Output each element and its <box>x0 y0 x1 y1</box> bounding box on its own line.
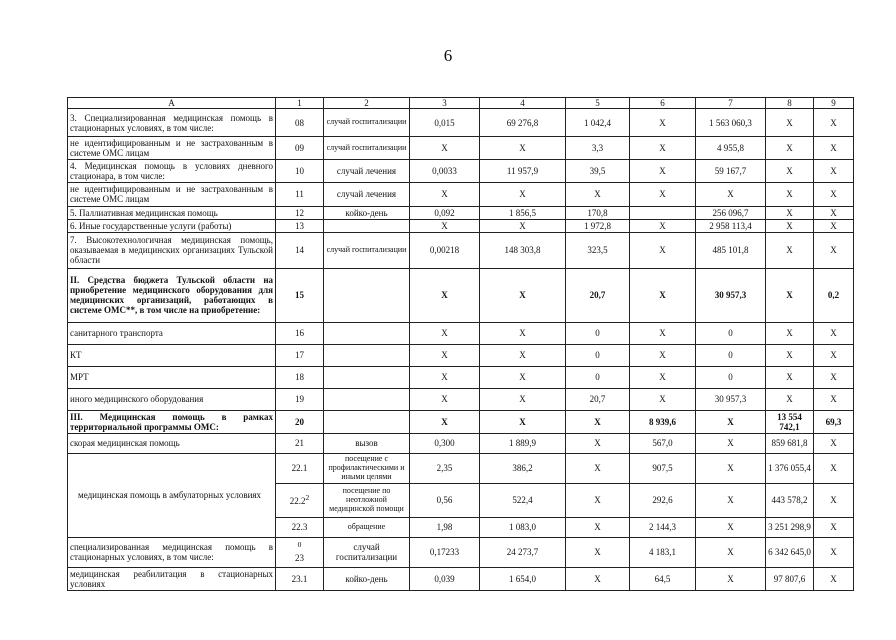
cell-c6: X <box>630 232 696 268</box>
cell-c9: X <box>814 160 854 183</box>
cell-c4: X <box>480 388 566 410</box>
cell-c9: X <box>814 433 854 453</box>
row-code-value: 22.2 <box>289 496 306 507</box>
cell-c7: X <box>696 410 766 433</box>
row-name: медицинская помощь в амбулаторных условиях <box>68 453 276 537</box>
cell-c5: 39,5 <box>566 160 630 183</box>
cell-c7: X <box>696 433 766 453</box>
table-row <box>68 160 854 183</box>
cell-c3: X <box>410 268 480 322</box>
row-unit: обращение <box>324 517 410 537</box>
cell-c5: X <box>566 567 630 590</box>
row-unit <box>324 219 410 232</box>
cell-c6: 907,5 <box>630 453 696 483</box>
cell-c8: 443 578,2 <box>766 483 814 517</box>
cell-c3: 0,300 <box>410 433 480 453</box>
row-unit: посещение с профилактическими и иными целями <box>324 453 410 483</box>
cell-c6 <box>630 206 696 219</box>
cell-c7: 59 167,7 <box>696 160 766 183</box>
cell-c6: 4 183,1 <box>630 537 696 567</box>
cell-c7: 4 955,8 <box>696 137 766 160</box>
cell-c4: 1 654,0 <box>480 567 566 590</box>
cell-c3: 0,0033 <box>410 160 480 183</box>
table-row <box>68 344 854 366</box>
cell-c4: 69 276,8 <box>480 109 566 137</box>
row-code <box>276 483 324 517</box>
row-code: 08 <box>276 109 324 137</box>
cell-c6: X <box>630 219 696 232</box>
cell-c6: X <box>630 344 696 366</box>
cell-c7: X <box>696 183 766 206</box>
row-code: 17 <box>276 344 324 366</box>
cell-c9: X <box>814 453 854 483</box>
cell-c5: 1 042,4 <box>566 109 630 137</box>
cell-c9: X <box>814 537 854 567</box>
column-header: 4 <box>480 98 566 109</box>
cell-c5: 1 972,8 <box>566 219 630 232</box>
cell-c7: 256 096,7 <box>696 206 766 219</box>
row-code: 11 <box>276 183 324 206</box>
cell-c9: X <box>814 388 854 410</box>
row-name: не идентифицированным и не застрахованным в системе ОМС лицам <box>68 183 276 206</box>
cell-c5: 0 <box>566 322 630 344</box>
cell-c7: 0 <box>696 322 766 344</box>
cell-c7: X <box>696 537 766 567</box>
cell-c8: X <box>766 366 814 388</box>
row-unit <box>324 388 410 410</box>
row-name: медицинская реабилитация в стационарных условиях <box>68 567 276 590</box>
cell-c6: 64,5 <box>630 567 696 590</box>
row-code-value: 23 <box>295 553 304 564</box>
cell-c8: X <box>766 183 814 206</box>
row-code <box>276 517 324 537</box>
cell-c9: X <box>814 567 854 590</box>
row-code-value: 22.3 <box>291 522 308 533</box>
cell-c4: X <box>480 410 566 433</box>
cell-c9: 0,2 <box>814 268 854 322</box>
column-header: 6 <box>630 98 696 109</box>
table-row <box>68 388 854 410</box>
cell-c3: 2,35 <box>410 453 480 483</box>
cell-c6: 2 144,3 <box>630 517 696 537</box>
cell-c6: 567,0 <box>630 433 696 453</box>
row-unit: случай лечения <box>324 160 410 183</box>
row-unit: посещение по неотложной медицинской помощи <box>324 483 410 517</box>
cell-c8: X <box>766 322 814 344</box>
cell-c7: 2 958 113,4 <box>696 219 766 232</box>
cell-c7: 485 101,8 <box>696 232 766 268</box>
cell-c4: X <box>480 344 566 366</box>
row-name: скорая медицинская помощь <box>68 433 276 453</box>
cell-c8: 13 554 742,1 <box>766 410 814 433</box>
column-header: 8 <box>766 98 814 109</box>
cell-c3: X <box>410 219 480 232</box>
row-name: санитарного транспорта <box>68 322 276 344</box>
row-code: 14 <box>276 232 324 268</box>
row-name: III. Медицинская помощь в рамках территориальной программы ОМС: <box>68 410 276 433</box>
column-header: 9 <box>814 98 854 109</box>
column-header: 5 <box>566 98 630 109</box>
column-header: 1 <box>276 98 324 109</box>
cell-c4: X <box>480 219 566 232</box>
cell-c6: X <box>630 388 696 410</box>
cell-c5: X <box>566 537 630 567</box>
cell-c4: X <box>480 322 566 344</box>
cell-c8: X <box>766 160 814 183</box>
cell-c6: X <box>630 137 696 160</box>
cell-c3: 0,00218 <box>410 232 480 268</box>
cell-c3: 0,015 <box>410 109 480 137</box>
cell-c5: 0 <box>566 344 630 366</box>
cell-c4: 24 273,7 <box>480 537 566 567</box>
cell-c7: 0 <box>696 366 766 388</box>
cell-c3: X <box>410 410 480 433</box>
cell-c3: 0,092 <box>410 206 480 219</box>
page-number: 6 <box>443 46 453 65</box>
cell-c5: 3,3 <box>566 137 630 160</box>
cell-c8: 97 807,6 <box>766 567 814 590</box>
cell-c9: X <box>814 109 854 137</box>
row-name: 6. Иные государственные услуги (работы) <box>68 219 276 232</box>
row-name: МРТ <box>68 366 276 388</box>
cell-c8: X <box>766 137 814 160</box>
cell-c5: 170,8 <box>566 206 630 219</box>
row-code: 19 <box>276 388 324 410</box>
cell-c4: 386,2 <box>480 453 566 483</box>
cell-c5: X <box>566 410 630 433</box>
table-row <box>68 232 854 268</box>
cell-c8: X <box>766 344 814 366</box>
table-row <box>68 219 854 232</box>
row-name: 5. Паллиативная медицинская помощь <box>68 206 276 219</box>
row-name: 3. Специализированная медицинская помощь в стационарных условиях, в том числе: <box>68 109 276 137</box>
cell-c7: 0 <box>696 344 766 366</box>
row-unit <box>324 268 410 322</box>
row-unit: случай госпитализации <box>324 137 410 160</box>
cell-c5: X <box>566 483 630 517</box>
table-row <box>68 109 854 137</box>
row-unit: случай госпитализации <box>324 537 410 567</box>
column-header: 7 <box>696 98 766 109</box>
row-name: специализированная медицинская помощь в стационарных условиях, в том числе: <box>68 537 276 567</box>
cell-c9: X <box>814 137 854 160</box>
row-code-mark: 2 <box>305 493 310 503</box>
cell-c7: 30 957,3 <box>696 268 766 322</box>
table-row <box>68 206 854 219</box>
cell-c8: X <box>766 232 814 268</box>
cell-c6: X <box>630 160 696 183</box>
row-code: 20 <box>276 410 324 433</box>
cell-c3: X <box>410 183 480 206</box>
table-row <box>68 453 854 483</box>
row-unit <box>324 344 410 366</box>
cell-c8: 1 376 055,4 <box>766 453 814 483</box>
cell-c7: X <box>696 567 766 590</box>
row-name: не идентифицированным и не застрахованным в системе ОМС лицам <box>68 137 276 160</box>
column-header: А <box>68 98 276 109</box>
cell-c7: X <box>696 453 766 483</box>
row-code: 12 <box>276 206 324 219</box>
row-unit: случай госпитализации <box>324 232 410 268</box>
row-name: II. Средства бюджета Тульской области на приобретение медицинского оборудования для медицинских организаций, работающих в системе ОМС**, в том числе на приобретение: <box>68 268 276 322</box>
cell-c3: 0,17233 <box>410 537 480 567</box>
row-name: КТ <box>68 344 276 366</box>
row-unit <box>324 366 410 388</box>
table-row <box>68 268 854 322</box>
table-row <box>68 537 854 567</box>
cell-c5: X <box>566 453 630 483</box>
cell-c7: X <box>696 483 766 517</box>
cell-c3: X <box>410 137 480 160</box>
row-unit <box>324 410 410 433</box>
cell-c5: 323,5 <box>566 232 630 268</box>
table-row <box>68 137 854 160</box>
cell-c8: 6 342 645,0 <box>766 537 814 567</box>
table-row <box>68 567 854 590</box>
cell-c8: 859 681,8 <box>766 433 814 453</box>
cell-c7: 30 957,3 <box>696 388 766 410</box>
cell-c8: X <box>766 268 814 322</box>
cell-c8: X <box>766 206 814 219</box>
row-code-value: 22.1 <box>291 463 308 474</box>
row-code: 16 <box>276 322 324 344</box>
cell-c4: X <box>480 268 566 322</box>
cell-c9: X <box>814 517 854 537</box>
cell-c9: X <box>814 183 854 206</box>
cell-c6: X <box>630 366 696 388</box>
cell-c8: X <box>766 219 814 232</box>
cell-c6: X <box>630 109 696 137</box>
cell-c7: X <box>696 517 766 537</box>
cell-c6: 8 939,6 <box>630 410 696 433</box>
cell-c6: 292,6 <box>630 483 696 517</box>
row-unit <box>324 322 410 344</box>
cell-c8: X <box>766 388 814 410</box>
table-row <box>68 183 854 206</box>
row-unit: случай лечения <box>324 183 410 206</box>
cell-c9: X <box>814 206 854 219</box>
row-name: 7. Высокотехнологичная медицинская помощь, оказываемая в медицинских организациях Тульской области <box>68 232 276 268</box>
cell-c5: X <box>566 517 630 537</box>
table-row <box>68 433 854 453</box>
cell-c4: 522,4 <box>480 483 566 517</box>
cell-c8: 3 251 298,9 <box>766 517 814 537</box>
cell-c4: 1 889,9 <box>480 433 566 453</box>
row-unit: койко-день <box>324 206 410 219</box>
table-row <box>68 322 854 344</box>
row-name: 4. Медицинская помощь в условиях дневного стационара, в том числе: <box>68 160 276 183</box>
row-code: 09 <box>276 137 324 160</box>
cell-c4: X <box>480 183 566 206</box>
row-unit: случай госпитализации <box>324 109 410 137</box>
cell-c9: X <box>814 483 854 517</box>
cell-c9: X <box>814 232 854 268</box>
cell-c9: X <box>814 322 854 344</box>
column-header: 2 <box>324 98 410 109</box>
row-code: 10 <box>276 160 324 183</box>
row-code: 21 <box>276 433 324 453</box>
cell-c3: X <box>410 366 480 388</box>
header-row <box>68 98 854 109</box>
cell-c8: X <box>766 109 814 137</box>
cell-c3: 0,56 <box>410 483 480 517</box>
cell-c3: X <box>410 322 480 344</box>
row-code <box>276 537 324 567</box>
row-code: 18 <box>276 366 324 388</box>
cell-c4: X <box>480 137 566 160</box>
row-code-mark: 0 <box>297 540 302 550</box>
row-name: иного медицинского оборудования <box>68 388 276 410</box>
row-unit: вызов <box>324 433 410 453</box>
cell-c5: 20,7 <box>566 388 630 410</box>
cell-c3: 1,98 <box>410 517 480 537</box>
cell-c4: 148 303,8 <box>480 232 566 268</box>
column-header: 3 <box>410 98 480 109</box>
cell-c4: 11 957,9 <box>480 160 566 183</box>
cell-c5: 20,7 <box>566 268 630 322</box>
cell-c5: 0 <box>566 366 630 388</box>
cell-c9: 69,3 <box>814 410 854 433</box>
row-code-value: 23.1 <box>291 573 308 584</box>
cell-c3: X <box>410 344 480 366</box>
cell-c4: X <box>480 366 566 388</box>
cell-c6: X <box>630 268 696 322</box>
cell-c3: 0,039 <box>410 567 480 590</box>
cell-c9: X <box>814 366 854 388</box>
table-row <box>68 410 854 433</box>
row-code: 13 <box>276 219 324 232</box>
row-unit: койко-день <box>324 567 410 590</box>
row-code <box>276 567 324 590</box>
row-code <box>276 453 324 483</box>
cell-c4: 1 083,0 <box>480 517 566 537</box>
cell-c5: X <box>566 433 630 453</box>
cell-c7: 1 563 060,3 <box>696 109 766 137</box>
cell-c9: X <box>814 219 854 232</box>
cell-c9: X <box>814 344 854 366</box>
data-table <box>67 97 854 591</box>
table-row <box>68 366 854 388</box>
cell-c6: X <box>630 322 696 344</box>
row-code: 15 <box>276 268 324 322</box>
cell-c4: 1 856,5 <box>480 206 566 219</box>
cell-c5: X <box>566 183 630 206</box>
cell-c3: X <box>410 388 480 410</box>
cell-c6: X <box>630 183 696 206</box>
